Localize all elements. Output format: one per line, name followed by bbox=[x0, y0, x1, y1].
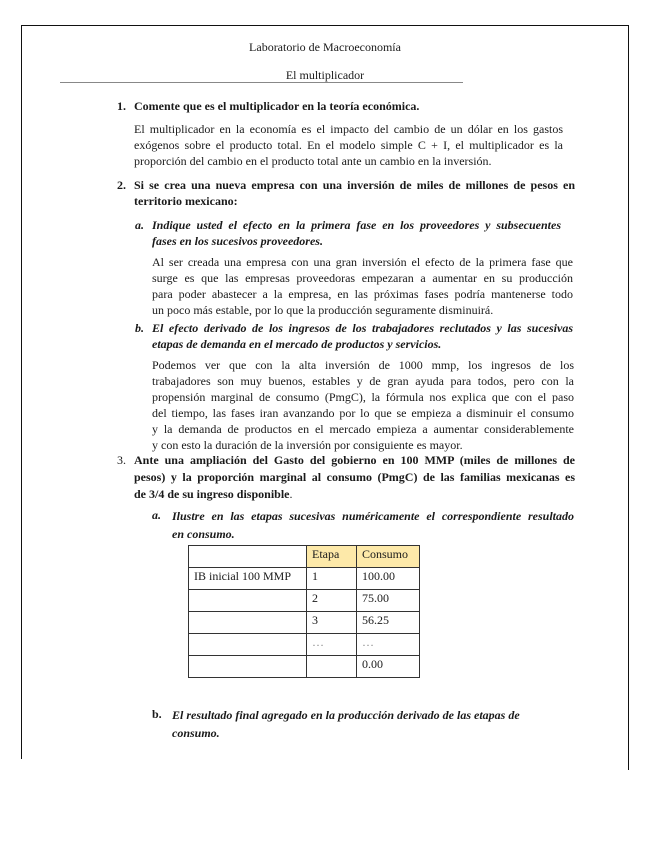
page-border-top bbox=[21, 25, 629, 26]
question-line: pesos) y la proporción marginal al consumo (PmgC) de las familias mexicanas es bbox=[134, 470, 575, 484]
table-row bbox=[189, 656, 420, 678]
table-cell: 3 bbox=[307, 612, 357, 634]
document-title: El multiplicador bbox=[285, 68, 365, 82]
course-header: Laboratorio de Macroeconomía bbox=[249, 40, 401, 54]
q2a-question bbox=[152, 217, 561, 249]
answer-line: surge es que las empresas proveedoras empezaran a aumentar en su producción bbox=[152, 271, 573, 285]
table-cell: 75.00 bbox=[357, 590, 420, 612]
q3a-question bbox=[172, 507, 574, 543]
answer-line: propensión marginal de consumo (PmgC), la fórmula nos explica que con el paso bbox=[152, 390, 574, 404]
answer-line: para poder abastecer a la empresa, en las próximas fases podría mantenerse todo bbox=[152, 287, 573, 301]
answer-line: El multiplicador en la economía es el impacto del cambio de un dólar en los gastos bbox=[134, 122, 563, 136]
question-line: de 3/4 de su ingreso disponible bbox=[134, 487, 290, 501]
q2b-letter: b. bbox=[135, 321, 144, 335]
table-header-etapa: Etapa bbox=[307, 546, 357, 568]
table-cell: 56.25 bbox=[357, 612, 420, 634]
question-line: Ilustre en las etapas sucesivas numéricamente el correspondiente resultado bbox=[172, 509, 574, 523]
answer-line: y con esto la duración de la inversión por consiguiente es mayor. bbox=[152, 438, 463, 452]
table-cell: 2 bbox=[307, 590, 357, 612]
q3-question bbox=[134, 452, 575, 503]
table-row bbox=[189, 612, 420, 634]
q2b-answer bbox=[152, 357, 574, 453]
q1-question: Comente que es el multiplicador en la teoría económica. bbox=[134, 99, 420, 113]
table-cell bbox=[189, 590, 307, 612]
header-divider bbox=[60, 82, 463, 83]
question-line: Si se crea una nueva empresa con una inversión de miles de millones de pesos en bbox=[134, 178, 575, 192]
table-header-consumo: Consumo bbox=[357, 546, 420, 568]
question-line: Indique usted el efecto en la primera fase en los proveedores y subsecuentes bbox=[152, 218, 561, 232]
question-line: consumo. bbox=[172, 726, 220, 740]
q2-question bbox=[134, 177, 575, 209]
answer-line: exógenos sobre el producto total. En el modelo simple C + I, el multiplicador es la bbox=[134, 138, 563, 152]
q3b-letter: b. bbox=[152, 707, 162, 721]
table-cell: … bbox=[307, 634, 357, 656]
q2a-answer bbox=[152, 254, 573, 318]
q3a-letter: a. bbox=[152, 508, 161, 522]
consumption-table bbox=[188, 545, 420, 678]
table-header-row bbox=[189, 546, 420, 568]
table-row bbox=[189, 568, 420, 590]
q3b-question bbox=[172, 706, 552, 742]
question-line: territorio mexicano: bbox=[134, 194, 238, 208]
table-row bbox=[189, 634, 420, 656]
q2a-letter: a. bbox=[135, 218, 144, 232]
question-line: fases en los sucesivos proveedores. bbox=[152, 234, 323, 248]
table-cell: IB inicial 100 MMP bbox=[189, 568, 307, 590]
table-cell: 100.00 bbox=[357, 568, 420, 590]
answer-line: un poco más estable, por lo que la producción seguramente disminuirá. bbox=[152, 303, 494, 317]
q2b-question bbox=[152, 320, 573, 352]
question-line: El resultado final agregado en la producción derivado de las etapas de bbox=[172, 708, 520, 722]
q1-number: 1. bbox=[117, 99, 126, 113]
q3-number: 3. bbox=[117, 453, 126, 467]
table-row bbox=[189, 590, 420, 612]
q1-answer bbox=[134, 121, 563, 169]
table-cell: … bbox=[357, 634, 420, 656]
table-cell: 0.00 bbox=[357, 656, 420, 678]
table-cell bbox=[189, 656, 307, 678]
answer-line: Podemos ver que con la alta inversión de 1000 mmp, los ingresos de los bbox=[152, 358, 574, 372]
table-cell bbox=[189, 612, 307, 634]
answer-line: Al ser creada una empresa con una gran inversión el efecto de la primera fase que bbox=[152, 255, 573, 269]
answer-line: y la demanda de productos en el mercado empieza a aumentar considerablemente bbox=[152, 422, 574, 436]
question-line: El efecto derivado de los ingresos de los trabajadores reclutados y las sucesivas bbox=[152, 321, 573, 335]
answer-line: proporción del cambio en el producto total ante un cambio en la inversión. bbox=[134, 154, 492, 168]
table-cell bbox=[189, 634, 307, 656]
q2-number: 2. bbox=[117, 178, 126, 192]
question-line: Ante una ampliación del Gasto del gobierno en 100 MMP (miles de millones de bbox=[134, 453, 575, 467]
answer-line: del tiempo, las fases iran avanzando por lo que se empieza a disminuir el consumo bbox=[152, 406, 574, 420]
page-border-right bbox=[628, 25, 629, 770]
page-border-left bbox=[21, 25, 22, 759]
question-period: . bbox=[289, 487, 293, 501]
question-line: en consumo. bbox=[172, 527, 235, 541]
answer-line: trabajadores son muy buenos, estables y de gran ayuda para todos, pero con la bbox=[152, 374, 574, 388]
table-cell bbox=[307, 656, 357, 678]
question-line: etapas de demanda en el mercado de productos y servicios. bbox=[152, 337, 442, 351]
table-header-cell bbox=[189, 546, 307, 568]
table-cell: 1 bbox=[307, 568, 357, 590]
